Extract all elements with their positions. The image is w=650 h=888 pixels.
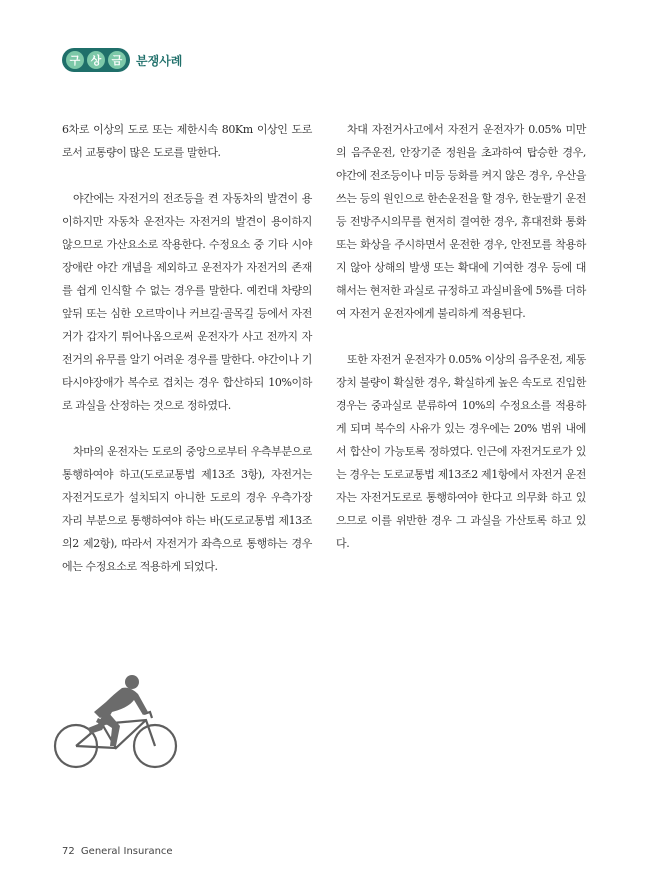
cyclist-silhouette-icon <box>50 672 182 772</box>
right-column <box>336 118 586 578</box>
paragraph: 야간에는 자전거의 전조등을 켠 자동차의 발견이 용이하지만 자동차 운전자는 자전거의 발견이 용이하지 않으므로 가산요소로 작용한다. 수정요소 중 기타 시야장애란 야간 개념을 제외하고 운전자가 자전거의 존재를 쉽게 인식할 수 없는 경우를 말한다. 예컨대 차량의 앞뒤 또는 심한 오르막이나 커브길·골목길 등에서 자전거가 갑자기 튀어나옴으로써 운전자가 사고 전까지 자전거의 유무를 알기 어려운 경우를 말한다. 야간이나 기타시야장애가 복수로 겹치는 경우 합산하되 10%이하로 과실을 산정하는 것으로 정하였다. <box>62 192 312 412</box>
award-badge <box>62 48 130 72</box>
badge-char: 구 <box>66 51 84 69</box>
badge-char: 상 <box>87 51 105 69</box>
left-column <box>62 118 312 601</box>
page-footer <box>62 846 173 857</box>
page-number: 72 <box>62 846 75 857</box>
paragraph: 또한 자전거 운전자가 0.05% 이상의 음주운전, 제동장치 불량이 확실한 경우, 확실하게 높은 속도로 진입한 경우는 중과실로 분류하여 10%의 수정요소를 적용하게 되며 복수의 사유가 있는 경우에는 20% 범위 내에서 합산이 가능토록 정하였다. 인근에 자전거도로가 있는 경우는 도로교통법 제13조2 제1항에서 자전거 운전자는 자전거도로로 통행하여야 한다고 의무화 하고 있으므로 이를 위반한 경우 그 과실을 가산토록 하고 있다. <box>336 353 586 550</box>
section-title: 분쟁사례 <box>136 53 183 68</box>
badge-char: 금 <box>108 51 126 69</box>
paragraph: 차마의 운전자는 도로의 중앙으로부터 우측부분으로 통행하여야 하고(도로교통법 제13조 3항), 자전거는 자전거도로가 설치되지 아니한 도로의 경우 우측가장자리 부분으로 통행하여야 하는 바(도로교통법 제13조의2 제2항), 따라서 자전거가 좌측으로 통행하는 경우에는 수정요소로 적용하게 되었다. <box>62 445 312 573</box>
publication-name: General Insurance <box>80 846 173 857</box>
section-header <box>62 48 182 72</box>
paragraph: 차대 자전거사고에서 자전거 운전자가 0.05% 미만의 음주운전, 안장기준 정원을 초과하여 탑승한 경우, 야간에 전조등이나 미등 등화를 켜지 않은 경우, 우산을 쓰는 등의 원인으로 한손운전을 할 경우, 한눈팔기 운전 등 전방주시의무를 현저히 결여한 경우, 휴대전화 통화 또는 화상을 주시하면서 운전한 경우, 안전모를 착용하지 않아 상해의 발생 또는 확대에 기여한 경우 등에 대해서는 현저한 과실로 규정하고 과실비율에 5%를 더하여 자전거 운전자에게 불리하게 적용된다. <box>336 123 586 320</box>
paragraph: 6차로 이상의 도로 또는 제한시속 80Km 이상인 도로로서 교통량이 많은 도로를 말한다. <box>62 123 312 159</box>
